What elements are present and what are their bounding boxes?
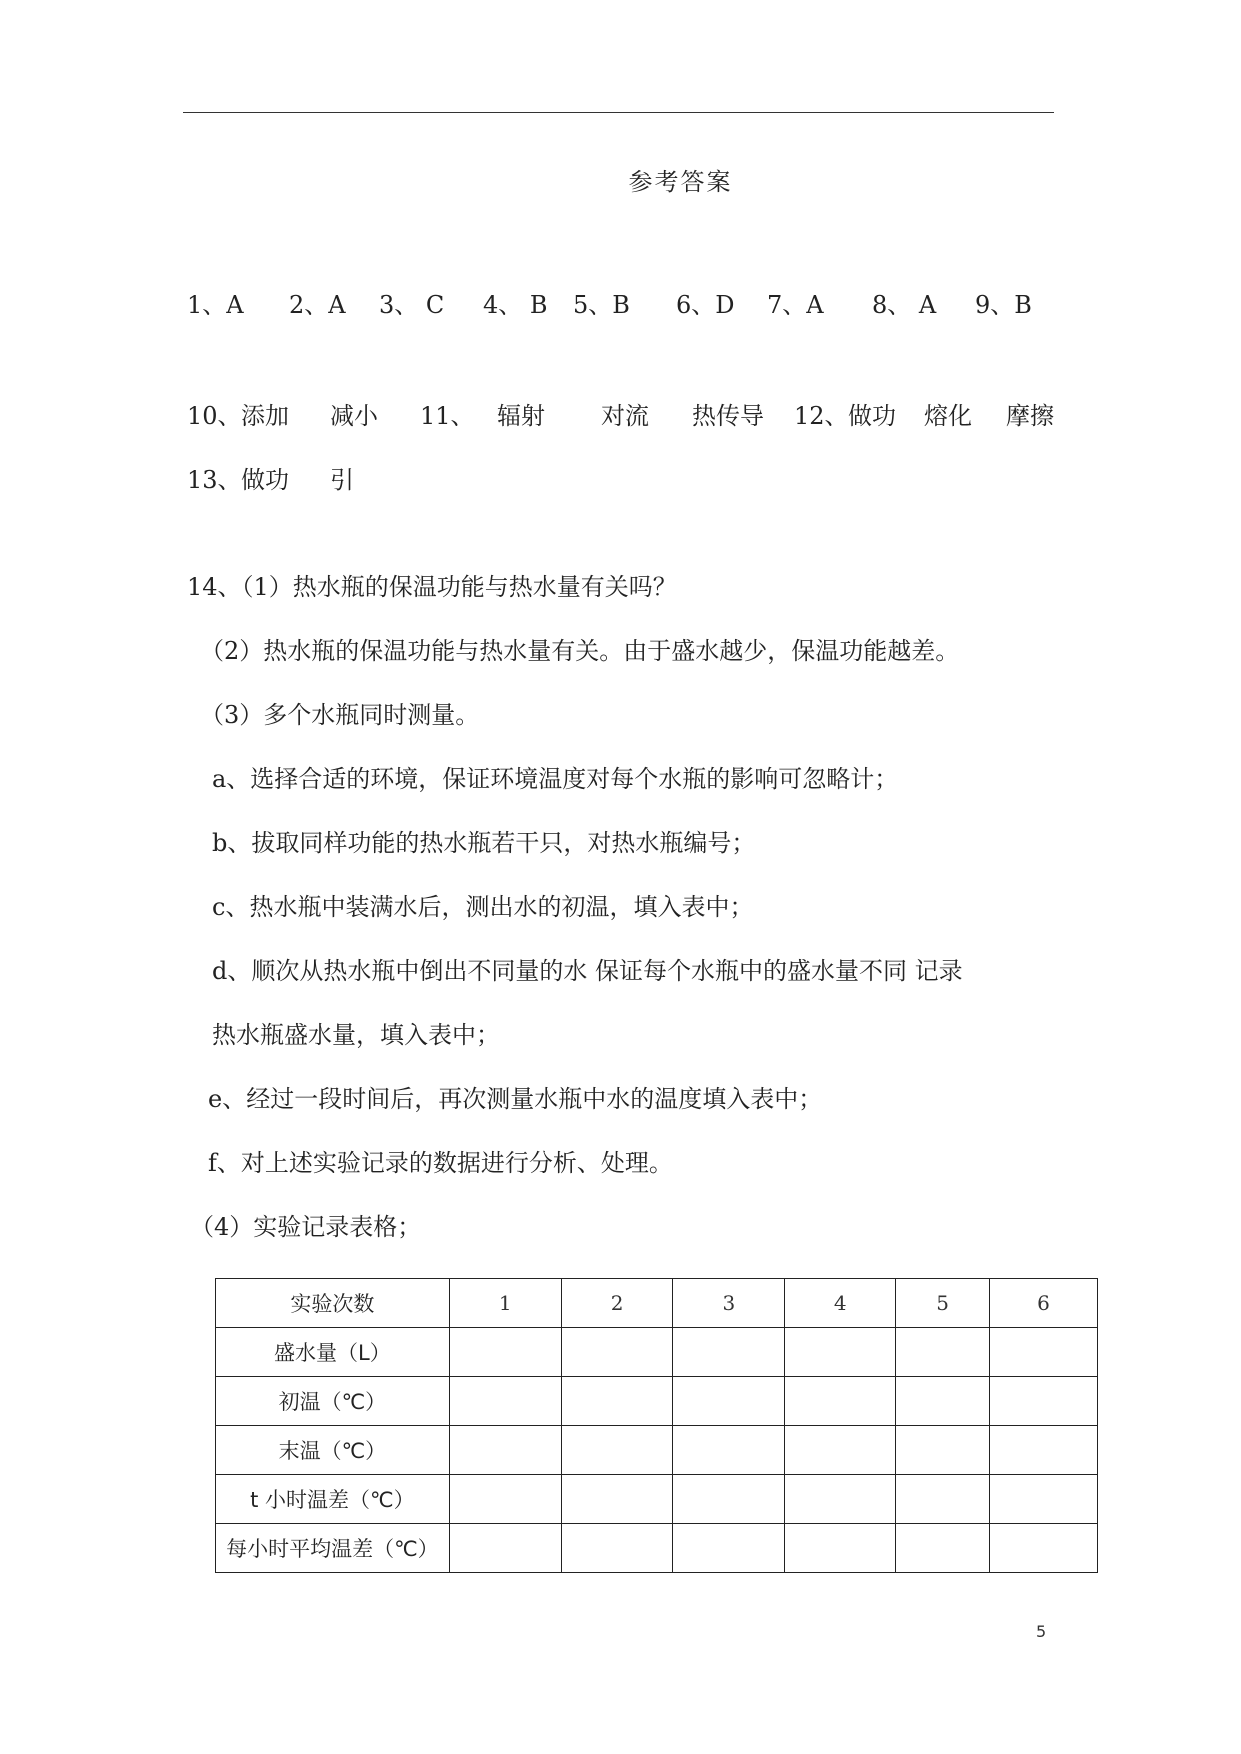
table-cell [785,1524,896,1573]
q14-step-a: a、选择合适的环境，保证环境温度对每个水瓶的影响可忽略计； [212,765,899,793]
answer-12-a: 做功 [848,402,896,430]
q14-step-d-line1: d、顺次从热水瓶中倒出不同量的水 保证每个水瓶中的盛水量不同 记录 [212,957,963,985]
table-cell [449,1328,561,1377]
answer-7: 7、A [767,291,824,319]
answer-3: 3、 C [379,291,445,319]
answer-11-number: 11、 [420,402,475,430]
answer-6: 6、D [676,291,735,319]
table-cell [449,1426,561,1475]
table-cell [449,1475,561,1524]
q14-step-f: f、对上述实验记录的数据进行分析、处理。 [208,1149,673,1177]
q14-step-e: e、经过一段时间后，再次测量水瓶中水的温度填入表中； [208,1085,823,1113]
answer-10-number: 10、 [187,402,242,430]
table-cell [561,1328,673,1377]
table-cell [449,1377,561,1426]
table-header-row [216,1279,1098,1328]
table-row [216,1377,1098,1426]
table-cell [785,1377,896,1426]
experiment-record-table [215,1278,1098,1573]
answer-10-a: 添加 [241,402,289,430]
answer-1: 1、A [187,291,244,319]
table-header-cell: 4 [785,1279,896,1328]
q14-part4: （4）实验记录表格； [190,1213,422,1241]
table-cell [785,1328,896,1377]
table-cell [896,1377,990,1426]
table-cell [561,1524,673,1573]
table-header-cell: 1 [449,1279,561,1328]
table-cell [896,1475,990,1524]
answer-12-b: 熔化 [924,402,972,430]
table-row [216,1475,1098,1524]
table-cell [561,1426,673,1475]
table-header-cell: 6 [990,1279,1098,1328]
answer-11-c: 热传导 [692,402,764,430]
table-cell [561,1475,673,1524]
answer-8: 8、 A [872,291,937,319]
q14-part3: （3）多个水瓶同时测量。 [200,701,480,729]
table-cell [990,1426,1098,1475]
answer-11-b: 对流 [601,402,649,430]
table-header-cell: 3 [673,1279,785,1328]
answer-10-b: 减小 [330,402,378,430]
row-label: 初温（℃） [216,1377,450,1426]
table-cell [896,1524,990,1573]
answer-11-a: 辐射 [497,402,545,430]
q14-part1: 14、（1）热水瓶的保温功能与热水量有关吗？ [187,573,677,601]
q14-part2: （2）热水瓶的保温功能与热水量有关。由于盛水越少，保温功能越差。 [200,637,960,665]
table-row [216,1328,1098,1377]
table-cell [449,1524,561,1573]
answer-13-a: 做功 [241,466,289,494]
page-title: 参考答案 [628,168,733,196]
row-label: 末温（℃） [216,1426,450,1475]
table-cell [561,1377,673,1426]
table-cell [990,1475,1098,1524]
header-rule [183,112,1054,113]
table-cell [673,1524,785,1573]
table-cell [990,1377,1098,1426]
table-cell [673,1328,785,1377]
row-label: 每小时平均温差（℃） [216,1524,450,1573]
table-cell [896,1426,990,1475]
answer-12-c: 摩擦 [1006,402,1054,430]
answer-2: 2、A [289,291,346,319]
table-header-cell: 2 [561,1279,673,1328]
table-cell [673,1475,785,1524]
table-cell [673,1377,785,1426]
table-cell [785,1426,896,1475]
answer-12-number: 12、 [794,402,849,430]
q14-step-b: b、拔取同样功能的热水瓶若干只，对热水瓶编号； [212,829,756,857]
q14-step-c: c、热水瓶中装满水后，测出水的初温，填入表中； [212,893,754,921]
table-header-cell: 实验次数 [216,1279,450,1328]
answer-9: 9、B [975,291,1032,319]
table-cell [896,1328,990,1377]
table-cell [785,1475,896,1524]
page-number: 5 [1036,1622,1047,1641]
table-row [216,1426,1098,1475]
table-row [216,1524,1098,1573]
row-label: t 小时温差（℃） [216,1475,450,1524]
table-cell [990,1328,1098,1377]
answer-4: 4、 B [483,291,548,319]
q14-step-d-line2: 热水瓶盛水量，填入表中； [212,1021,500,1049]
answer-13-b: 引 [330,466,354,494]
table-cell [990,1524,1098,1573]
answer-13-number: 13、 [187,466,242,494]
row-label: 盛水量（L） [216,1328,450,1377]
table-cell [673,1426,785,1475]
answer-5: 5、B [573,291,630,319]
table-header-cell: 5 [896,1279,990,1328]
